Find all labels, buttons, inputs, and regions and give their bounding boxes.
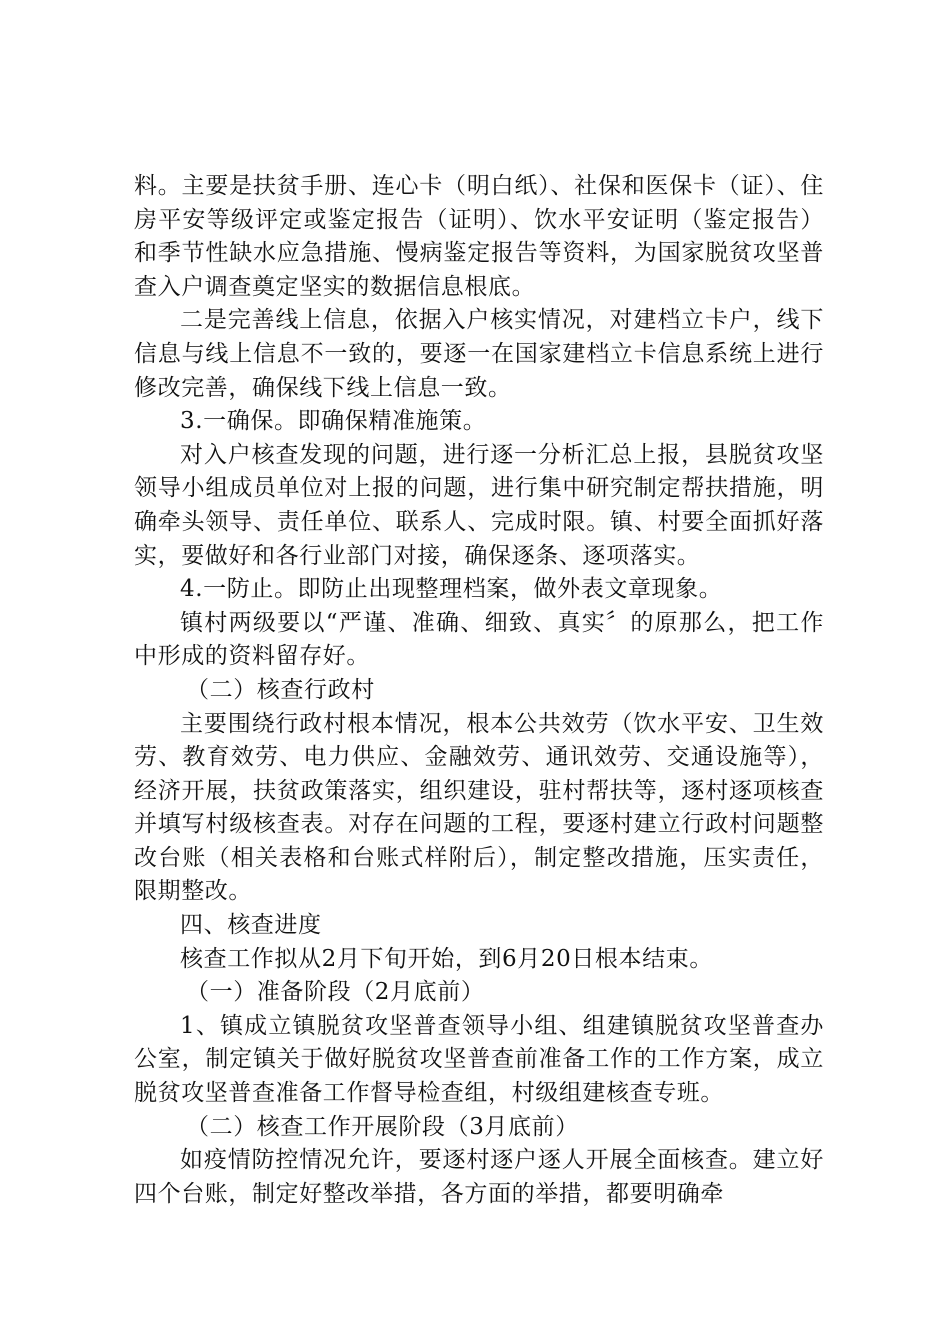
- paragraph-execution-tasks: 如疫情防控情况允许，要逐村逐户逐人开展全面核查。建立好四个台账，制定好整改举措，各方面的举措，都要明确牵: [134, 1147, 824, 1207]
- paragraph-online-info: 二是完善线上信息，依据入户核实情况，对建档立卡户，线下信息与线上信息不一致的，要逐一在国家建档立卡信息系统上进行修改完善，确保线下线上信息一致。: [134, 307, 824, 401]
- paragraph-materials-continued: 料。主要是扶贫手册、连心卡（明白纸）、社保和医保卡（证）、住房平安等级评定或鉴定报告（证明）、饮水平安证明（鉴定报告）和季节性缺水应急措施、慢病鉴定报告等资料，为国家脱贫攻坚普查入户调查奠定坚实的数据信息根底。: [134, 173, 824, 300]
- heading-check-progress: 四、核查进度: [180, 912, 322, 939]
- paragraph-schedule: 核查工作拟从2月下旬开始，到6月20日根本结束。: [180, 945, 713, 972]
- heading-preparation-stage: （一）准备阶段（2月底前）: [186, 979, 485, 1006]
- heading-one-ensure: 3.一确保。即确保精准施策。: [180, 408, 487, 435]
- heading-check-village: （二）核查行政村: [186, 676, 375, 703]
- paragraph-household-issues: 对入户核查发现的问题，进行逐一分析汇总上报，县脱贫攻坚领导小组成员单位对上报的问题，进行集中研究制定帮扶措施，明确牵头领导、责任单位、联系人、完成时限。镇、村要全面抓好落实，要做好和各行业部门对接，确保逐条、逐项落实。: [134, 441, 824, 569]
- paragraph-archive-materials: 镇村两级要以“严谨、准确、细致、真实〞的原那么，把工作中形成的资料留存好。: [134, 609, 824, 670]
- paragraph-preparation-tasks: 1、镇成立镇脱贫攻坚普查领导小组、组建镇脱贫攻坚普查办公室，制定镇关于做好脱贫攻坚普查前准备工作的工作方案，成立脱贫攻坚普查准备工作督导检查组，村级组建核查专班。: [134, 1012, 824, 1107]
- document-body: [134, 170, 824, 1211]
- paragraph-village-check: 主要围绕行政村根本情况，根本公共效劳（饮水平安、卫生效劳、教育效劳、电力供应、金融效劳、通讯效劳、交通设施等），经济开展，扶贫政策落实，组织建设，驻村帮扶等，逐村逐项核查并填写村级核查表。对存在问题的工程，要逐村建立行政村问题整改台账（相关表格和台账式样附后），制定整改措施，压实责任，限期整改。: [134, 710, 824, 905]
- heading-execution-stage: （二）核查工作开展阶段（3月底前）: [186, 1113, 579, 1140]
- heading-one-prevent: 4.一防止。即防止出现整理档案，做外表文章现象。: [180, 576, 723, 603]
